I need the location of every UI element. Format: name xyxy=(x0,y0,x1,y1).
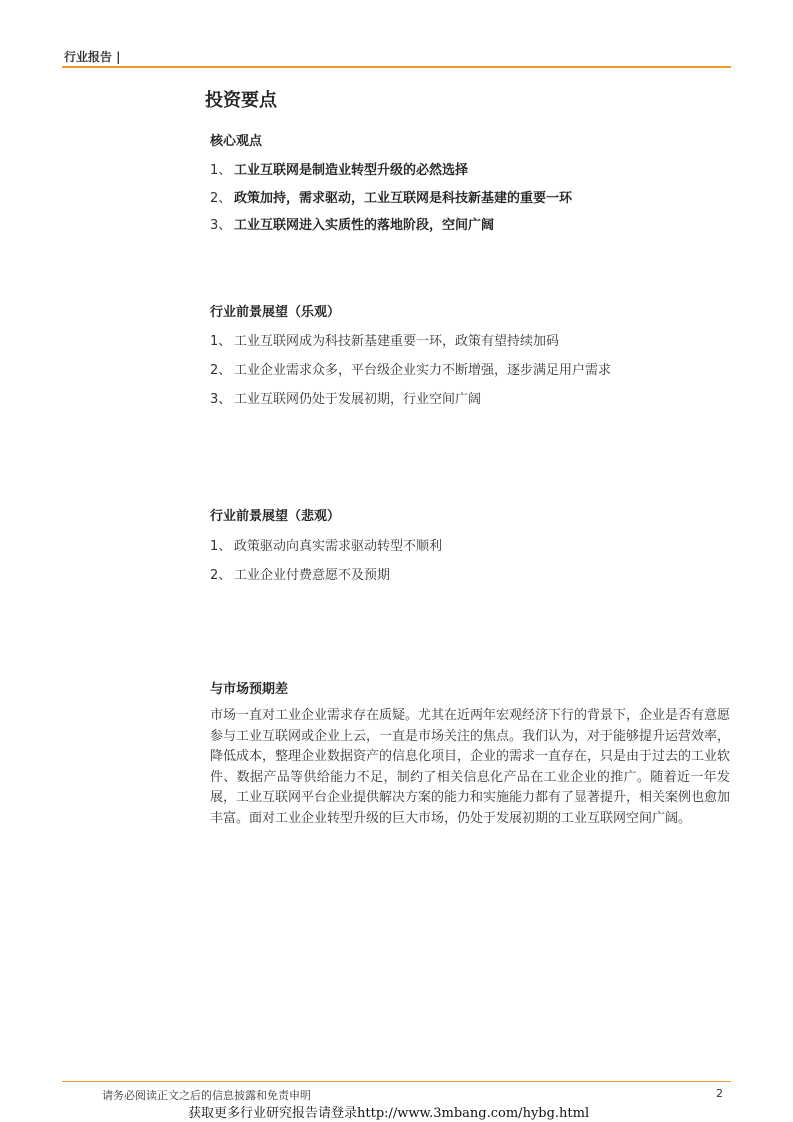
core-item-2 xyxy=(210,187,572,206)
header-label: 行业报告 | xyxy=(64,50,121,64)
list-number: 1、 xyxy=(210,163,232,178)
page-number: 2 xyxy=(716,1087,723,1100)
expectation-heading: 与市场预期差 xyxy=(210,682,289,697)
list-number: 2、 xyxy=(210,568,232,583)
optimistic-heading: 行业前景展望（乐观） xyxy=(210,305,341,320)
pessimistic-item-2 xyxy=(210,564,390,583)
list-text: 工业企业需求众多，平台级企业实力不断增强，逐步满足用户需求 xyxy=(234,363,612,378)
list-number: 1、 xyxy=(210,539,232,554)
list-number: 3、 xyxy=(210,218,232,233)
optimistic-item-3 xyxy=(210,388,481,407)
list-number: 2、 xyxy=(210,363,232,378)
list-number: 3、 xyxy=(210,392,232,407)
core-heading: 核心观点 xyxy=(210,134,263,149)
list-text: 工业互联网是制造业转型升级的必然选择 xyxy=(234,163,469,178)
page-title: 投资要点 xyxy=(205,90,277,111)
core-item-3 xyxy=(210,214,494,233)
expectation-paragraph: 市场一直对工业企业需求存在质疑。尤其在近两年宏观经济下行的背景下，企业是否有意愿参与工业互联网或企业上云，一直是市场关注的焦点。我们认为，对于能够提升运营效率，降低成本，整理企业数据资产的信息化项目，企业的需求一直存在，只是由于过去的工业软件、数据产品等供给能力不足，制约了相关信息化产品在工业企业的推广。随着近一年发展，工业互联网平台企业提供解决方案的能力和实施能力都有了显著提升，相关案例也愈加丰富。面对工业企业转型升级的巨大市场，仍处于发展初期的工业互联网空间广阔。 xyxy=(210,708,731,826)
optimistic-item-1 xyxy=(210,330,559,349)
footer-link[interactable]: 获取更多行业研究报告请登录http://www.3mbang.com/hybg.html xyxy=(188,1106,590,1121)
pessimistic-heading: 行业前景展望（悲观） xyxy=(210,509,341,524)
list-text: 工业企业付费意愿不及预期 xyxy=(234,568,391,583)
list-text: 工业互联网成为科技新基建重要一环，政策有望持续加码 xyxy=(234,334,560,349)
list-text: 工业互联网仍处于发展初期，行业空间广阔 xyxy=(234,392,482,407)
list-number: 2、 xyxy=(210,191,232,206)
list-text: 工业互联网进入实质性的落地阶段，空间广阔 xyxy=(234,218,495,233)
header-divider xyxy=(62,66,731,68)
list-number: 1、 xyxy=(210,334,232,349)
footer-divider xyxy=(62,1081,731,1082)
pessimistic-item-1 xyxy=(210,535,442,554)
optimistic-item-2 xyxy=(210,359,611,378)
list-text: 政策加持，需求驱动，工业互联网是科技新基建的重要一环 xyxy=(234,191,573,206)
footer-disclaimer: 请务必阅读正文之后的信息披露和免责申明 xyxy=(102,1089,311,1102)
list-text: 政策驱动向真实需求驱动转型不顺利 xyxy=(234,539,443,554)
core-item-1 xyxy=(210,159,468,178)
